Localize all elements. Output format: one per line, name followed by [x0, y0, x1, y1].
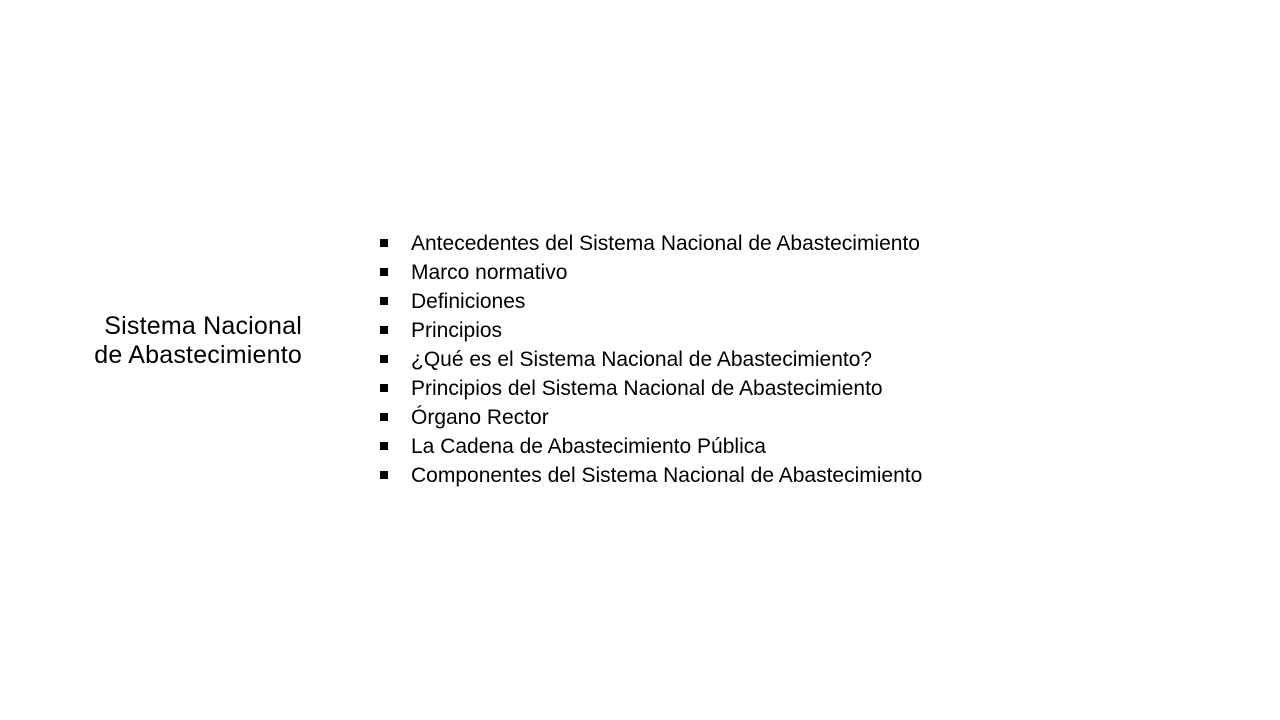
square-bullet-icon	[380, 268, 388, 276]
topic-label: Principios	[411, 319, 503, 342]
topic-item	[380, 287, 922, 316]
topic-item	[380, 403, 922, 432]
topic-label: Órgano Rector	[411, 406, 549, 429]
topic-label: Antecedentes del Sistema Nacional de Abastecimiento	[411, 232, 920, 255]
slide-title-line-2: de Abastecimiento	[94, 341, 302, 369]
square-bullet-icon	[380, 239, 388, 247]
slide-title	[40, 312, 302, 370]
topic-label: ¿Qué es el Sistema Nacional de Abastecimiento?	[411, 348, 873, 371]
square-bullet-icon	[380, 297, 388, 305]
square-bullet-icon	[380, 413, 388, 421]
topic-label: Principios del Sistema Nacional de Abastecimiento	[411, 377, 883, 400]
topic-item	[380, 374, 922, 403]
square-bullet-icon	[380, 471, 388, 479]
topic-item	[380, 432, 922, 461]
topic-item	[380, 316, 922, 345]
square-bullet-icon	[380, 355, 388, 363]
topic-item	[380, 229, 922, 258]
square-bullet-icon	[380, 384, 388, 392]
topic-label: Componentes del Sistema Nacional de Abastecimiento	[411, 464, 923, 487]
topic-item	[380, 345, 922, 374]
square-bullet-icon	[380, 326, 388, 334]
square-bullet-icon	[380, 442, 388, 450]
topic-list	[380, 229, 922, 490]
topic-item	[380, 258, 922, 287]
slide-title-line-1: Sistema Nacional	[104, 312, 302, 340]
topic-label: Marco normativo	[411, 261, 568, 284]
topic-label: Definiciones	[411, 290, 526, 313]
topic-label: La Cadena de Abastecimiento Pública	[411, 435, 766, 458]
topic-item	[380, 461, 922, 490]
